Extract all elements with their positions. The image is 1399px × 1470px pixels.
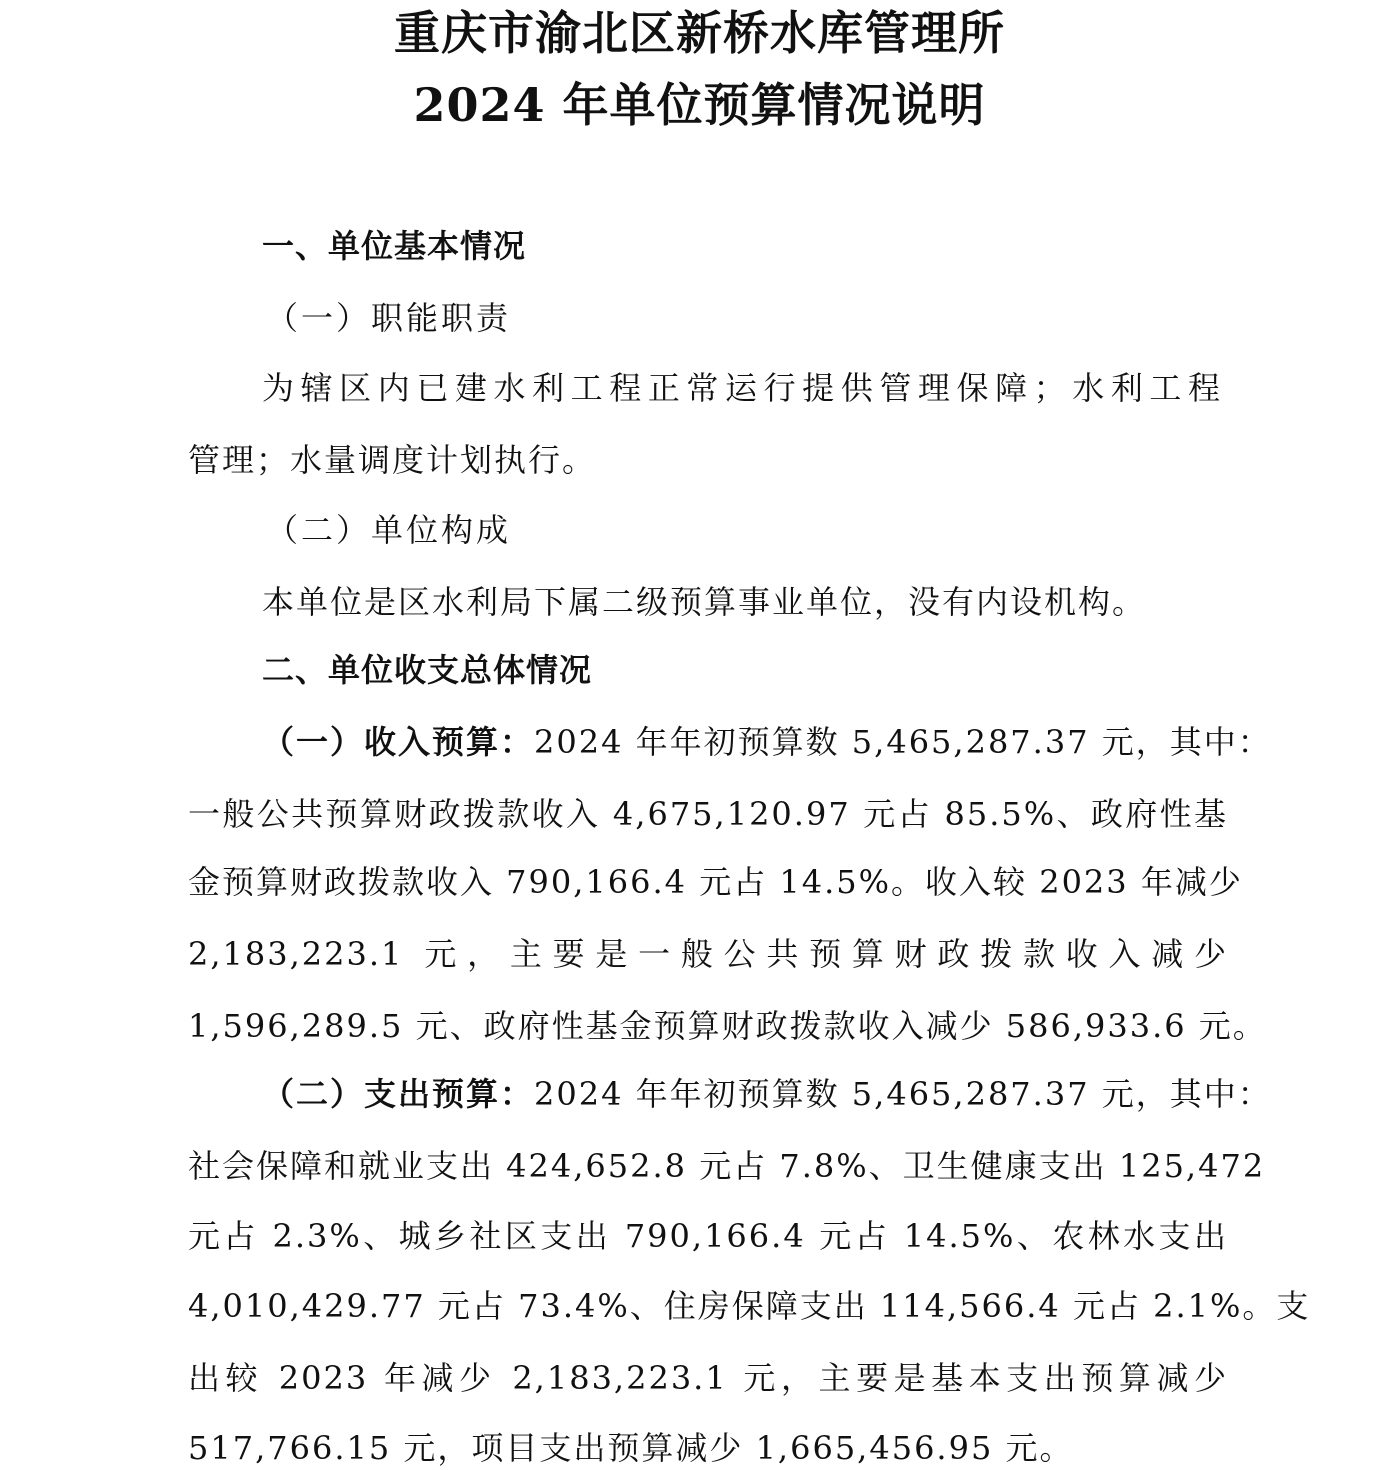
section-1-sub-2-heading: （二）单位构成	[266, 511, 512, 549]
income-budget-line-5: 1,596,289.5 元、政府性基金预算财政拨款收入减少 586,933.6 元。	[188, 1007, 1267, 1045]
composition-paragraph: 本单位是区水利局下属二级预算事业单位，没有内设机构。	[262, 583, 1147, 621]
expense-budget-label: （二）支出预算：	[262, 1075, 535, 1113]
section-2-heading: 二、单位收支总体情况	[262, 651, 593, 689]
section-1-sub-1-heading: （一）职能职责	[266, 299, 512, 337]
income-budget-line-3: 金预算财政拨款收入 790,166.4 元占 14.5%。收入较 2023 年减少	[188, 863, 1243, 901]
expense-budget-line-6: 517,766.15 元，项目支出预算减少 1,665,456.95 元。	[188, 1429, 1074, 1467]
expense-budget-line-5: 出较 2023 年减少 2,183,223.1 元，主要是基本支出预算减少	[188, 1359, 1228, 1397]
document-title-line-1: 重庆市渝北区新桥水库管理所	[394, 6, 1005, 60]
expense-budget-line-1	[262, 1074, 1272, 1114]
income-budget-line-2: 一般公共预算财政拨款收入 4,675,120.97 元占 85.5%、政府性基	[188, 795, 1228, 833]
expense-budget-line-3: 元占 2.3%、城乡社区支出 790,166.4 元占 14.5%、农林水支出	[188, 1217, 1228, 1255]
expense-budget-line-4: 4,010,429.77 元占 73.4%、住房保障支出 114,566.4 元占 2.1%。支	[188, 1287, 1311, 1325]
income-budget-line-4: 2,183,223.1 元，主要是一般公共预算财政拨款收入减少	[188, 935, 1228, 973]
duties-paragraph-line-2: 管理；水量调度计划执行。	[188, 441, 597, 479]
income-budget-line-1-text: 2024 年年初预算数 5,465,287.37 元，其中：	[534, 723, 1272, 761]
duties-paragraph-line-1: 为辖区内已建水利工程正常运行提供管理保障；水利工程	[262, 369, 1222, 407]
income-budget-label: （一）收入预算：	[262, 723, 535, 761]
expense-budget-line-2: 社会保障和就业支出 424,652.8 元占 7.8%、卫生健康支出 125,472	[188, 1147, 1266, 1185]
income-budget-line-1	[262, 722, 1272, 762]
document-title-line-2: 2024 年单位预算情况说明	[413, 78, 986, 132]
section-1-heading: 一、单位基本情况	[262, 227, 527, 265]
expense-budget-line-1-text: 2024 年年初预算数 5,465,287.37 元，其中：	[534, 1075, 1272, 1113]
